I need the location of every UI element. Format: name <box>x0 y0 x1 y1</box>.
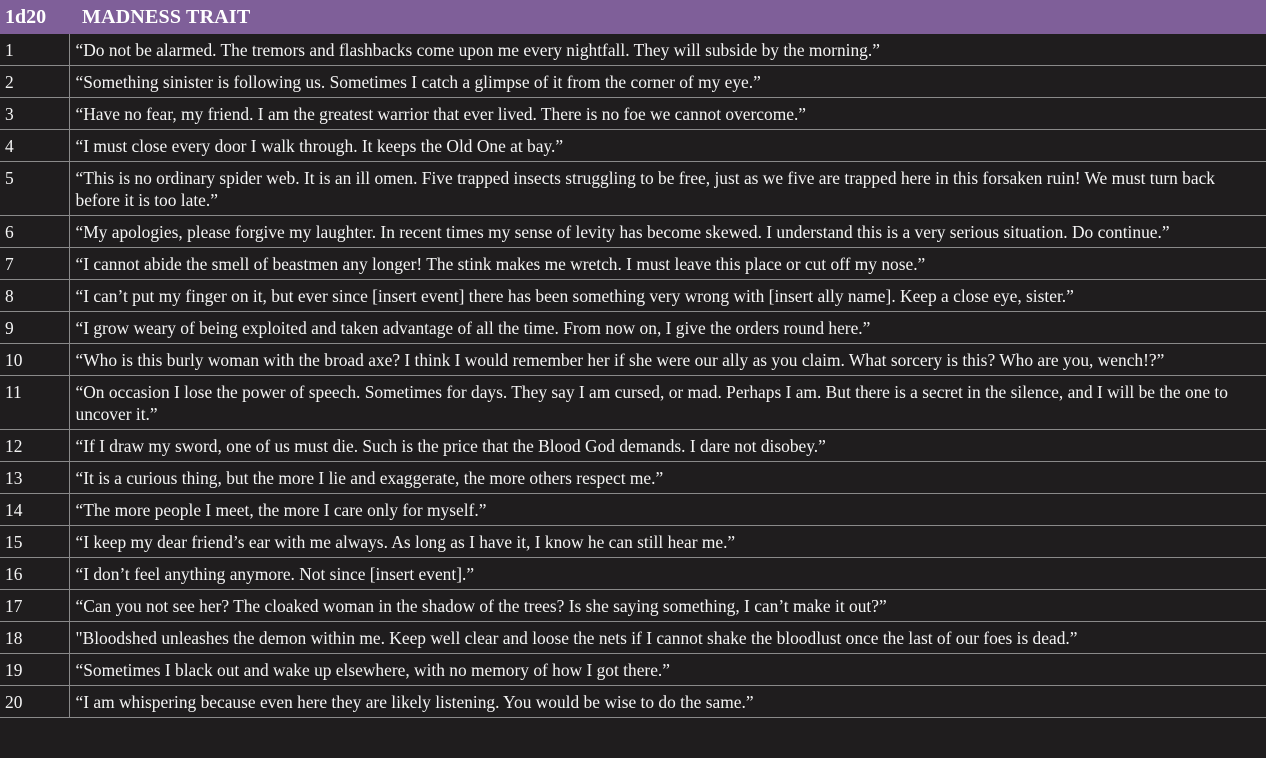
table-row <box>0 344 1266 376</box>
roll-number: 4 <box>0 130 69 162</box>
roll-number: 1 <box>0 34 69 66</box>
madness-trait-text: “This is no ordinary spider web. It is an ill omen. Five trapped insects struggling to be free, just as we five are trapped here in this forsaken ruin! We must turn back before it is too late.” <box>69 162 1266 216</box>
table-row <box>0 130 1266 162</box>
roll-number: 9 <box>0 312 69 344</box>
table-row <box>0 280 1266 312</box>
madness-trait-text: “I can’t put my finger on it, but ever since [insert event] there has been something very wrong with [insert ally name]. Keep a close eye, sister.” <box>69 280 1266 312</box>
madness-trait-text: “Have no fear, my friend. I am the greatest warrior that ever lived. There is no foe we cannot overcome.” <box>69 98 1266 130</box>
madness-trait-text: “My apologies, please forgive my laughter. In recent times my sense of levity has become skewed. I understand this is a very serious situation. Do continue.” <box>69 216 1266 248</box>
madness-trait-text: “The more people I meet, the more I care only for myself.” <box>69 494 1266 526</box>
roll-number: 13 <box>0 462 69 494</box>
madness-trait-text: "Bloodshed unleashes the demon within me. Keep well clear and loose the nets if I cannot shake the bloodlust once the last of our foes is dead.” <box>69 622 1266 654</box>
roll-number: 5 <box>0 162 69 216</box>
madness-trait-text: “Can you not see her? The cloaked woman in the shadow of the trees? Is she saying something, I can’t make it out?” <box>69 590 1266 622</box>
table-row <box>0 216 1266 248</box>
table-row <box>0 248 1266 280</box>
table-row <box>0 622 1266 654</box>
roll-number: 3 <box>0 98 69 130</box>
table-row <box>0 34 1266 66</box>
table-row <box>0 558 1266 590</box>
madness-trait-text: “I keep my dear friend’s ear with me always. As long as I have it, I know he can still hear me.” <box>69 526 1266 558</box>
madness-trait-text: “I must close every door I walk through. It keeps the Old One at bay.” <box>69 130 1266 162</box>
table-row <box>0 98 1266 130</box>
table-header-row <box>0 0 1266 34</box>
madness-trait-text: “I don’t feel anything anymore. Not since [insert event].” <box>69 558 1266 590</box>
die-column-header: 1d20 <box>0 0 69 34</box>
roll-number: 14 <box>0 494 69 526</box>
roll-number: 20 <box>0 686 69 718</box>
table-row <box>0 66 1266 98</box>
madness-trait-text: “Sometimes I black out and wake up elsewhere, with no memory of how I got there.” <box>69 654 1266 686</box>
roll-number: 16 <box>0 558 69 590</box>
table-row <box>0 162 1266 216</box>
table-row <box>0 462 1266 494</box>
table-row <box>0 430 1266 462</box>
roll-number: 2 <box>0 66 69 98</box>
roll-number: 15 <box>0 526 69 558</box>
table-row <box>0 494 1266 526</box>
roll-number: 8 <box>0 280 69 312</box>
roll-number: 10 <box>0 344 69 376</box>
roll-number: 17 <box>0 590 69 622</box>
table-row <box>0 376 1266 430</box>
madness-trait-text: “I cannot abide the smell of beastmen any longer! The stink makes me wretch. I must leave this place or cut off my nose.” <box>69 248 1266 280</box>
roll-number: 6 <box>0 216 69 248</box>
madness-trait-text: “On occasion I lose the power of speech. Sometimes for days. They say I am cursed, or mad. Perhaps I am. But there is a secret in the silence, and I will be the one to uncover it.” <box>69 376 1266 430</box>
table-row <box>0 686 1266 718</box>
roll-number: 7 <box>0 248 69 280</box>
table-row <box>0 312 1266 344</box>
madness-trait-text: “If I draw my sword, one of us must die. Such is the price that the Blood God demands. I dare not disobey.” <box>69 430 1266 462</box>
table-row <box>0 654 1266 686</box>
madness-trait-text: “Do not be alarmed. The tremors and flashbacks come upon me every nightfall. They will subside by the morning.” <box>69 34 1266 66</box>
roll-number: 12 <box>0 430 69 462</box>
roll-number: 11 <box>0 376 69 430</box>
roll-number: 19 <box>0 654 69 686</box>
madness-trait-text: “I grow weary of being exploited and taken advantage of all the time. From now on, I give the orders round here.” <box>69 312 1266 344</box>
table-body <box>0 34 1266 718</box>
roll-number: 18 <box>0 622 69 654</box>
madness-trait-text: “I am whispering because even here they are likely listening. You would be wise to do the same.” <box>69 686 1266 718</box>
madness-trait-text: “Who is this burly woman with the broad axe? I think I would remember her if she were our ally as you claim. What sorcery is this? Who are you, wench!?” <box>69 344 1266 376</box>
table-row <box>0 590 1266 622</box>
madness-trait-text: “It is a curious thing, but the more I lie and exaggerate, the more others respect me.” <box>69 462 1266 494</box>
trait-column-header: MADNESS TRAIT <box>69 0 1266 34</box>
madness-trait-text: “Something sinister is following us. Sometimes I catch a glimpse of it from the corner of my eye.” <box>69 66 1266 98</box>
table-row <box>0 526 1266 558</box>
